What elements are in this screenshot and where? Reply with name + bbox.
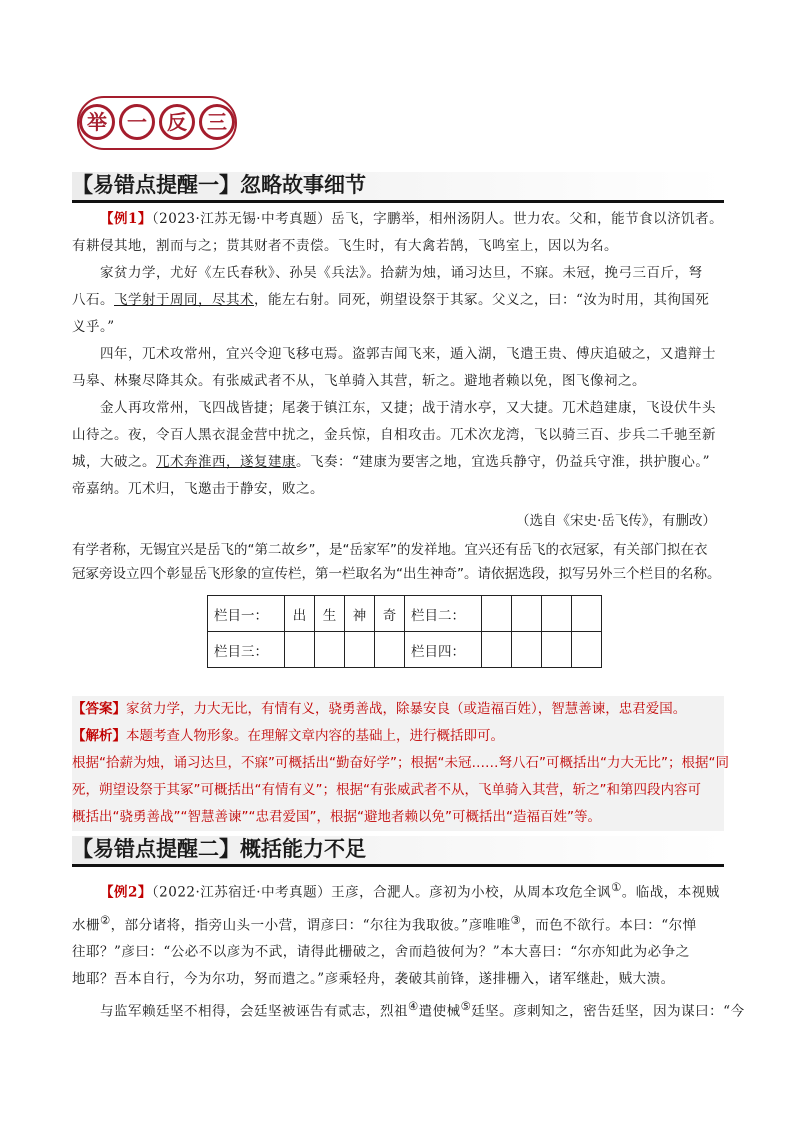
passage-line: 帝嘉纳。兀术归，飞邀击于静安，败之。 <box>72 481 324 497</box>
example-label: 【例1】 <box>100 211 152 227</box>
passage-line <box>72 874 724 907</box>
source-note: （选自《宋史·岳飞传》，有删改） <box>515 513 716 529</box>
passage-text: ，部分诸将，指旁山头一小营，谓彦曰：“尔往为我取彼。”彦唯唯 <box>110 917 511 933</box>
logo-badge <box>77 96 237 150</box>
passage-text: 廷坚。彦刺知之，密告廷坚，因为谋曰：“今 <box>471 1003 745 1020</box>
analysis-text: 本题考查人物形象。在理解文章内容的基础上，进行概括即可。 <box>126 728 504 744</box>
section-heading-2: 【易错点提醒二】概括能力不足 <box>72 836 724 867</box>
blank-cell[interactable] <box>315 632 345 668</box>
analysis-line: 死，朔望设祭于其冢”可概括出“有情有义”；根据“有张威武者不从，飞单骑入其营，斩之”和第四段内容可 <box>72 782 701 798</box>
column-label: 栏目二： <box>405 596 482 632</box>
blank-cell[interactable] <box>512 596 542 632</box>
passage-text: 遣使械 <box>418 1003 461 1020</box>
example-label: 【例2】 <box>100 884 152 901</box>
column-name-table <box>207 595 602 668</box>
passage-text: 八石。 <box>72 292 114 308</box>
logo-char-yi: 一 <box>119 104 155 140</box>
passage-text: 王彦，合淝人。彦初为小校，从周本攻危全讽 <box>331 884 612 901</box>
example-source: （2022·江苏宿迁·中考真题） <box>151 884 332 901</box>
passage-line <box>72 449 724 476</box>
underlined-sentence: 兀术奔淮西，遂复建康 <box>156 454 296 470</box>
section-heading-1: 【易错点提醒一】忽略故事细节 <box>72 172 724 203</box>
blank-cell[interactable] <box>482 632 512 668</box>
blank-cell[interactable] <box>482 596 512 632</box>
passage-line: 山待之。夜，令百人黑衣混金营中扰之，金兵惊，自相攻击。兀术次龙湾，飞以骑三百、步兵二千驰至新 <box>72 427 716 443</box>
passage-text: 与监军赖廷坚不相得，会廷坚被诬告有贰志，烈祖 <box>100 1003 408 1020</box>
blank-cell[interactable] <box>542 632 572 668</box>
note-marker: ⑤ <box>460 1000 472 1013</box>
answer-text: 家贫力学，力大无比，有情有义，骁勇善战，除暴安良（或造福百姓），智慧善谏，忠君爱国。 <box>126 701 687 717</box>
analysis-tag: 【解析】 <box>72 728 126 744</box>
example-1-passage <box>72 206 724 503</box>
column-char-cell: 出 <box>285 596 315 632</box>
passage-text: 水栅 <box>72 917 100 933</box>
passage-line <box>72 206 724 233</box>
blank-cell[interactable] <box>572 596 602 632</box>
note-marker: ④ <box>408 1000 419 1013</box>
analysis-line <box>72 723 724 750</box>
column-char-cell: 奇 <box>375 596 405 632</box>
passage-text: 岳飞，字鹏举，相州汤阴人。世力农。父和，能节食以济饥者。 <box>331 211 724 227</box>
passage-text: ，而色不欲行。本曰：“尔惮 <box>521 917 697 933</box>
passage-line: 家贫力学，尤好《左氏春秋》、孙吴《兵法》。拾薪为烛，诵习达旦，不寐。未冠，挽弓三百斤，弩 <box>100 265 703 281</box>
blank-cell[interactable] <box>285 632 315 668</box>
note-marker: ② <box>100 913 111 927</box>
passage-line: 有耕侵其地，割而与之；贳其财者不责偿。飞生时，有大禽若鹄，飞鸣室上，因以为名。 <box>72 238 618 254</box>
example-source: （2023·江苏无锡·中考真题） <box>151 211 332 227</box>
passage-text: ，能左右射。同死，朔望设祭于其冢。父义之，曰：“汝为时用，其徇国死 <box>254 292 710 308</box>
question-line: 有学者称，无锡宜兴是岳飞的“第二故乡”，是“岳家军”的发祥地。宜兴还有岳飞的衣冠冢，有关部门拟在衣 <box>72 542 708 558</box>
table-row <box>208 596 602 632</box>
passage-line: 马皋、林聚尽降其众。有张威武者不从，飞单骑入其营，斩之。避地者赖以免，图飞像祠之。 <box>72 373 646 389</box>
answer-line <box>72 696 724 723</box>
column-label: 栏目三： <box>208 632 285 668</box>
note-marker: ③ <box>510 913 522 927</box>
analysis-line: 根据“拾薪为烛，诵习达旦，不寐”可概括出“勤奋好学”；根据“未冠……弩八石”可概括出“力大无比”；根据“同 <box>72 755 729 771</box>
blank-cell[interactable] <box>512 632 542 668</box>
passage-line: 四年，兀术攻常州，宜兴令迎飞移屯焉。盗郭吉闻飞来，遁入湖，飞遣王贵、傅庆追破之，又遣辩士 <box>100 346 716 362</box>
blank-cell[interactable] <box>375 632 405 668</box>
answer-tag: 【答案】 <box>72 701 126 717</box>
passage-line: 义乎。” <box>72 319 115 335</box>
blank-cell[interactable] <box>345 632 375 668</box>
answer-analysis-block <box>72 696 729 831</box>
table-row <box>208 632 602 668</box>
passage-line: 往耶？”彦曰：“公必不以彦为不武，请得此栅破之，舍而趋彼何为？”本大喜曰：“尔亦知此为必争之 <box>72 944 690 960</box>
blank-cell[interactable] <box>542 596 572 632</box>
note-marker: ① <box>611 881 622 894</box>
column-char-cell: 神 <box>345 596 375 632</box>
question-text <box>72 538 724 586</box>
passage-text: 城，大破之。 <box>72 454 156 470</box>
passage-text: 。飞奏：“建康为要害之地，宜选兵静守，仍益兵守淮，拱护腹心。” <box>296 454 711 470</box>
passage-line <box>72 907 724 940</box>
column-label: 栏目一： <box>208 596 285 632</box>
passage-line <box>72 287 724 314</box>
passage-line: 金人再攻常州，飞四战皆捷；尾袭于镇江东，又捷；战于清水亭，又大捷。兀术趋建康，飞设伏牛头 <box>100 400 716 416</box>
column-label: 栏目四： <box>405 632 482 668</box>
passage-text: 。临战，本视贼 <box>621 884 720 901</box>
logo-char-fan: 反 <box>159 104 195 140</box>
underlined-sentence: 飞学射于周同，尽其术 <box>114 292 254 308</box>
column-char-cell: 生 <box>315 596 345 632</box>
passage-line <box>72 993 745 1026</box>
passage-line: 地耶？吾本自行，今为尔功，努而遣之。”彦乘轻舟，袭破其前锋，遂排栅入，诸军继赴，贼大溃。 <box>72 971 675 987</box>
example-2-passage <box>72 874 745 1026</box>
question-line: 冠冢旁设立四个彰显岳飞形象的宣传栏，第一栏取名为“出生神奇”。请依据选段，拟写另外三个栏目的名称。 <box>72 566 721 582</box>
analysis-line: 概括出“骁勇善战”“智慧善谏”“忠君爱国”，根据“避地者赖以免”可概括出“造福百姓”等。 <box>72 809 601 825</box>
logo-char-ju: 举 <box>79 104 115 140</box>
logo-char-san: 三 <box>199 104 235 140</box>
blank-cell[interactable] <box>572 632 602 668</box>
